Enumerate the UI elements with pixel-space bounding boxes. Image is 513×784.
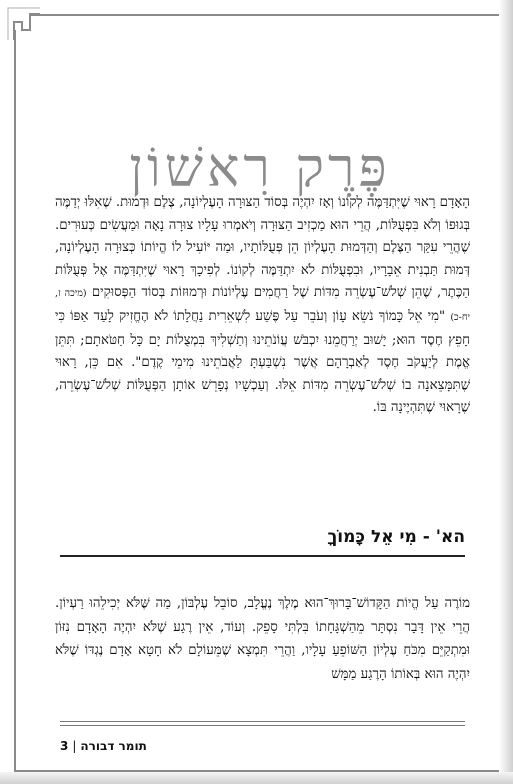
- chapter-title: פֶּרֶק רִאשׁוֹן: [129, 136, 391, 200]
- page-footer: [60, 736, 465, 756]
- section-divider: [60, 555, 465, 557]
- intro-text-part1: הָאָדָם רָאוּי שֶׁיִּתְדַּמֶּה לְקוֹנוֹ וְאָז יִהְיֶה בְּסוֹד הַצּוּרָה הָעֶלְיוֹנָה, צֶלֶם וּדְמוּת. שֶׁאִלּוּ יְדַמֶּה בְּגוּפוֹ וְלֹא בִּפְעֻלּוֹת, הֲרֵי הוּא מַכְזִיב הַצּוּרָה וְיֹאמְרוּ עָלָיו צוּרָה נָאָה וּמַעֲשִׂים כְּעוּרִים. שֶׁהֲרֵי עִקַּר הַצֶּלֶם וְהַדְּמוּת הָעֶלְיוֹן הֵן פְּעֻלּוֹתָיו, וּמַה יּוֹעִיל לוֹ הֱיוֹתוֹ כְּצוּרָה הָעֶלְיוֹנָה, דְּמוּת תַּבְנִית אֵבָרָיו, וּבִפְעֻלּוֹת לֹא יִתְדַּמֶּה לְקוֹנוֹ. לְפִיכָךְ רָאוּי שֶׁיִּתְדַּמֶּה אֶל פְּעֻלּוֹת הַכֶּתֶר, שֶׁהֵן שְׁלֹשׁ־עֶשְׂרֵה מִדּוֹת שֶׁל רַחֲמִים עֶלְיוֹנוֹת וּרְמוּזוֹת בְּסוֹד הַפְּסוּקִים: [55, 195, 470, 301]
- section-paragraph: מוֹרֶה עַל הֱיוֹת הַקָּדוֹשׁ־בָּרוּךְ־הוּא מֶלֶךְ נֶעֱלָב, סוֹבֵל עֶלְבּוֹן, מַה שֶּׁלֹּא יְכִילֵהוּ רַעְיוֹן. הֲרֵי אֵין דָּבָר נִסְתָּר מֵהַשְׁגָּחָתוֹ בִּלְתִּי סָפֵק. וְעוֹד, אֵין רֶגַע שֶׁלֹּא יִהְיֶה הָאָדָם נִזּוֹן וּמִתְקַיֵּם מִכֹּחַ עֶלְיוֹן הַשּׁוֹפֵעַ עָלָיו, וַהֲרֵי תִּמְצָא שֶׁמֵּעוֹלָם לֹא חָטָא אָדָם נֶגְדּוֹ שֶׁלֹּא יִהְיֶה הוּא בְּאוֹתוֹ הָרֶגַע מַמָּשׁ: [55, 596, 470, 682]
- intro-text-part2: "מִי אֵל כָּמוֹךָ נֹשֵׂא עָוֹן וְעֹבֵר עַל פֶּשַׁע לִשְׁאֵרִית נַחֲלָתוֹ לֹא הֶחֱזִיק לָעַד אַפּוֹ כִּי חָפֵץ חֶסֶד הוּא; יָשׁוּב יְרַחֲמֵנוּ יִכְבֹּשׁ עֲוֹנֹתֵינוּ וְתַשְׁלִיךְ בִּמְצֻלוֹת יָם כָּל חַטֹּאתָם; תִּתֵּן אֱמֶת לְיַעֲקֹב חֶסֶד לְאַבְרָהָם אֲשֶׁר נִשְׁבַּעְתָּ לַאֲבֹתֵינוּ מִימֵי קֶדֶם". אִם כֵּן, רָאוּי שֶׁתִּמָּצֵאנָה בוֹ שְׁלֹשׁ־עֶשְׂרֵה מִדּוֹת אֵלּוּ. וְעַכְשָׁיו נְפָרֵשׁ אוֹתָן הַפְּעֻלּוֹת שְׁלֹשׁ־עֶשְׂרֵה, שֶׁרָאוּי שֶׁתִּהְיֶינָה בּוֹ.: [55, 308, 470, 416]
- footer-divider: [60, 721, 465, 726]
- corner-ornament: [0, 0, 40, 40]
- verse-citation: (מיכה ז, יח-כ): [55, 288, 471, 323]
- footer-book-title: תומר דבורה: [80, 739, 147, 753]
- section-heading: הא' - מִי אֵל כָּמוֹךָ: [327, 527, 465, 547]
- page-border-left: [14, 30, 16, 770]
- page-border-top: [30, 14, 513, 16]
- page-bottom-shadow: [0, 772, 513, 784]
- footer-separator: |: [72, 739, 77, 753]
- page-edge-shadow: [499, 0, 513, 784]
- page-number: 3: [60, 739, 69, 753]
- intro-paragraph: [55, 192, 470, 420]
